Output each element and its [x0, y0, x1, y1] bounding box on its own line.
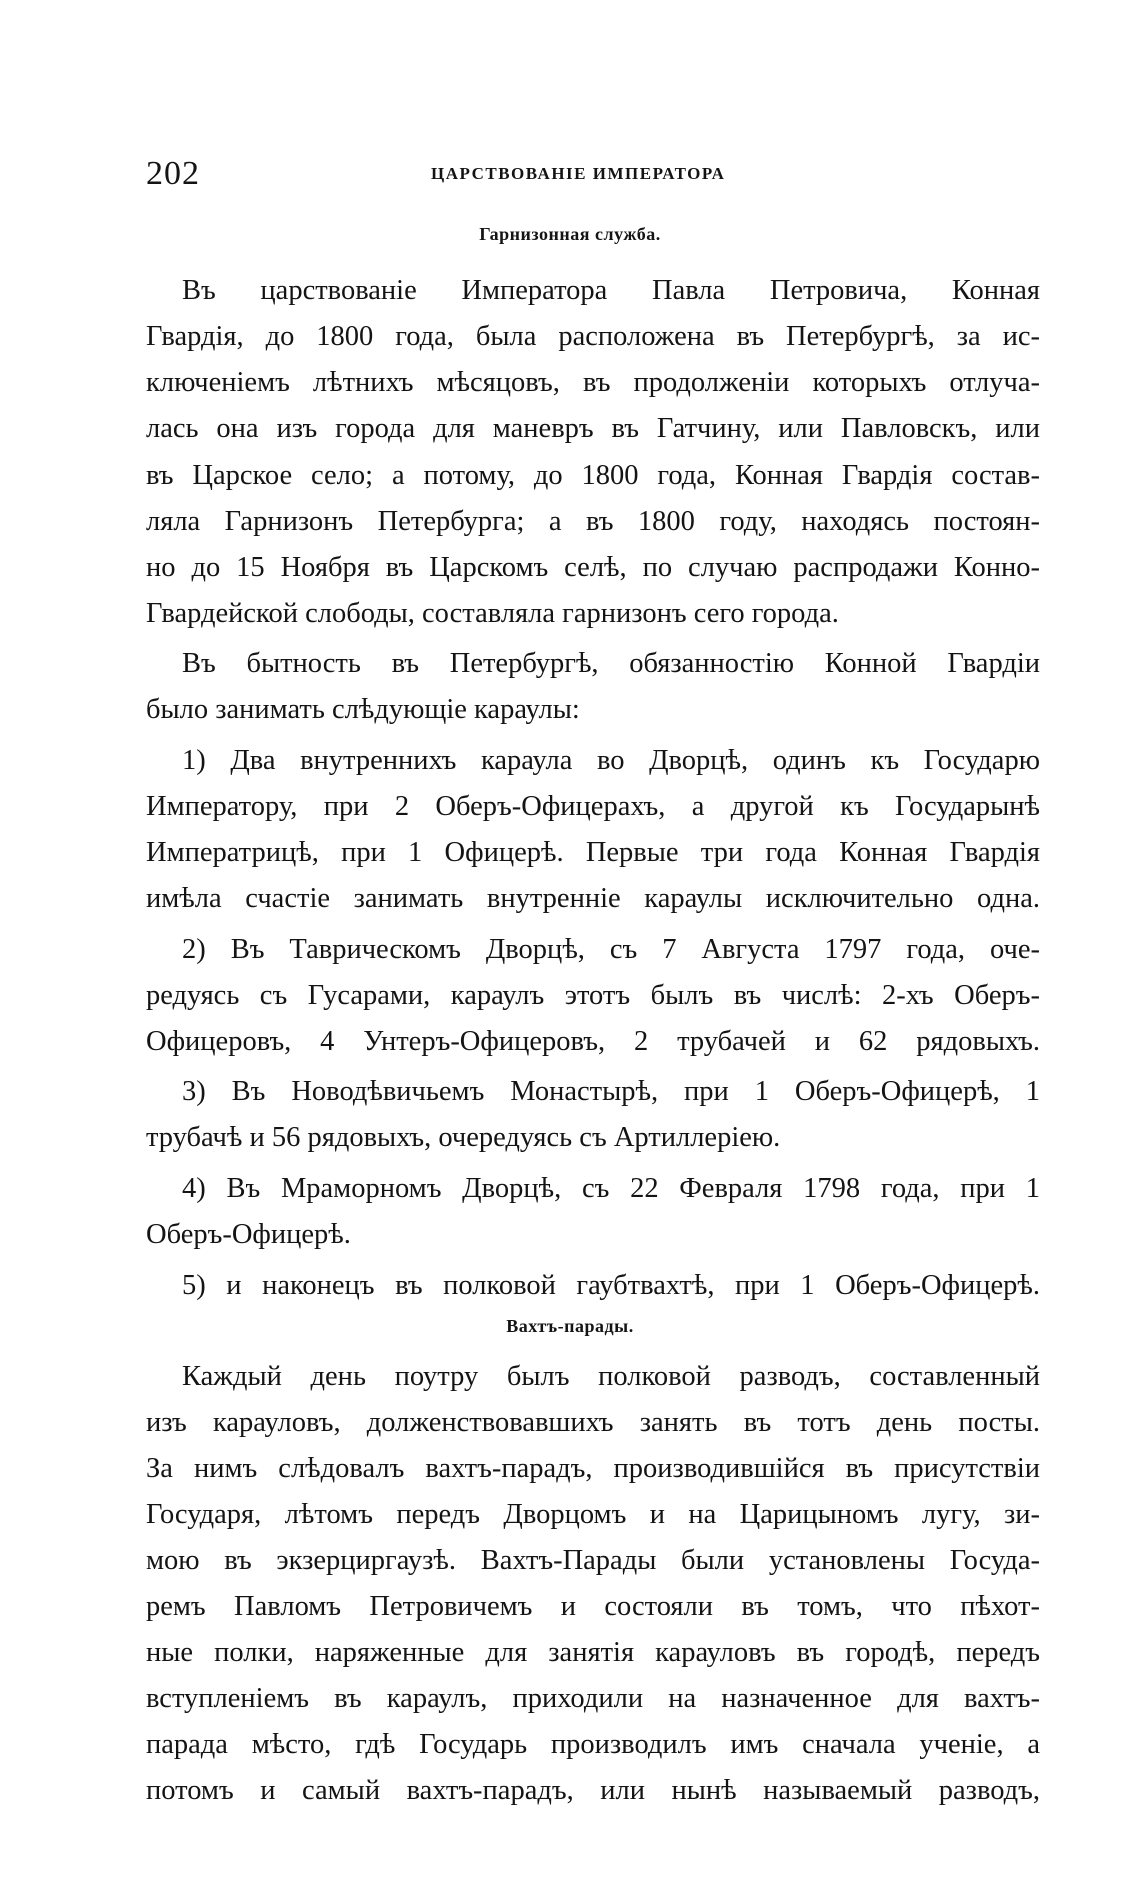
- text-line: трубачѣ и 56 рядовыхъ, очередуясь съ Артиллеріею.: [146, 1122, 781, 1153]
- section-title-garrison: Гарнизонная служба.: [479, 224, 661, 244]
- text-line: 3) Въ Новодѣвичьемъ Монастырѣ, при 1 Оберъ-Офицерѣ, 1: [182, 1076, 1040, 1107]
- page-header: [146, 154, 1046, 198]
- text-line: 5) и наконецъ въ полковой гаубтвахтѣ, при 1 Оберъ-Офицерѣ.: [182, 1270, 1040, 1301]
- text-line: но до 15 Ноября въ Царскомъ селѣ, по случаю распродажи Конно-: [146, 552, 1040, 583]
- text-line: Въ бытность въ Петербургѣ, обязанностію Конной Гвардіи: [182, 648, 1040, 679]
- text-line: ляла Гарнизонъ Петербурга; а въ 1800 году, находясь постоян-: [146, 506, 1040, 537]
- text-line: ключеніемъ лѣтнихъ мѣсяцовъ, въ продолженіи которыхъ отлуча-: [146, 367, 1040, 398]
- text-line: Оберъ-Офицерѣ.: [146, 1219, 351, 1250]
- text-line: Въ царствованіе Императора Павла Петровича, Конная: [182, 275, 1040, 306]
- text-line: Офицеровъ, 4 Унтеръ-Офицеровъ, 2 трубачей и 62 рядовыхъ.: [146, 1026, 1040, 1057]
- text-line: въ Царское село; а потому, до 1800 года, Конная Гвардія состав-: [146, 460, 1040, 491]
- text-line: 4) Въ Мраморномъ Дворцѣ, съ 22 Февраля 1798 года, при 1: [182, 1173, 1040, 1204]
- text-line: Императрицѣ, при 1 Офицерѣ. Первые три года Конная Гвардія: [146, 837, 1040, 868]
- text-line: За нимъ слѣдовалъ вахтъ-парадъ, производившійся въ присутствіи: [146, 1453, 1040, 1484]
- text-line: 2) Въ Таврическомъ Дворцѣ, съ 7 Августа 1797 года, оче-: [182, 934, 1040, 965]
- text-line: имѣла счастіе занимать внутренніе караулы исключительно одна.: [146, 883, 1040, 914]
- text-line: ные полки, наряженные для занятія карауловъ въ городѣ, передъ: [146, 1637, 1040, 1668]
- text-line: парада мѣсто, гдѣ Государь производилъ имъ сначала ученіе, а: [146, 1729, 1040, 1760]
- text-line: Гвардія, до 1800 года, была расположена въ Петербургѣ, за ис-: [146, 321, 1040, 352]
- text-line: лась она изъ города для маневръ въ Гатчину, или Павловскъ, или: [146, 413, 1040, 444]
- text-line: Гвардейской слободы, составляла гарнизонъ сего города.: [146, 598, 839, 629]
- text-line: редуясь съ Гусарами, караулъ этотъ былъ въ числѣ: 2-хъ Оберъ-: [146, 980, 1040, 1011]
- text-line: потомъ и самый вахтъ-парадъ, или нынѣ называемый разводъ,: [146, 1775, 1040, 1806]
- text-line: Государя, лѣтомъ передъ Дворцомъ и на Царицыномъ лугу, зи-: [146, 1499, 1040, 1530]
- running-head: ЦАРСТВОВАНІЕ ИМПЕРАТОРА: [431, 164, 726, 183]
- text-line: было занимать слѣдующіе караулы:: [146, 694, 580, 725]
- text-line: Каждый день поутру былъ полковой разводъ, составленный: [182, 1361, 1040, 1392]
- text-line: 1) Два внутреннихъ караула во Дворцѣ, одинъ къ Государю: [182, 745, 1040, 776]
- text-line: ремъ Павломъ Петровичемъ и состояли въ томъ, что пѣхот-: [146, 1591, 1040, 1622]
- text-line: Императору, при 2 Оберъ-Офицерахъ, а другой къ Государынѣ: [146, 791, 1040, 822]
- text-line: изъ карауловъ, долженствовавшихъ занять въ тотъ день посты.: [146, 1407, 1040, 1438]
- text-line: мою въ экзерциргаузѣ. Вахтъ-Парады были установлены Госуда-: [146, 1545, 1040, 1576]
- text-line: вступленіемъ въ караулъ, приходили на назначенное для вахтъ-: [146, 1683, 1040, 1714]
- page-number: 202: [146, 155, 200, 192]
- section-title-watch-parades: Вахтъ-парады.: [506, 1316, 634, 1336]
